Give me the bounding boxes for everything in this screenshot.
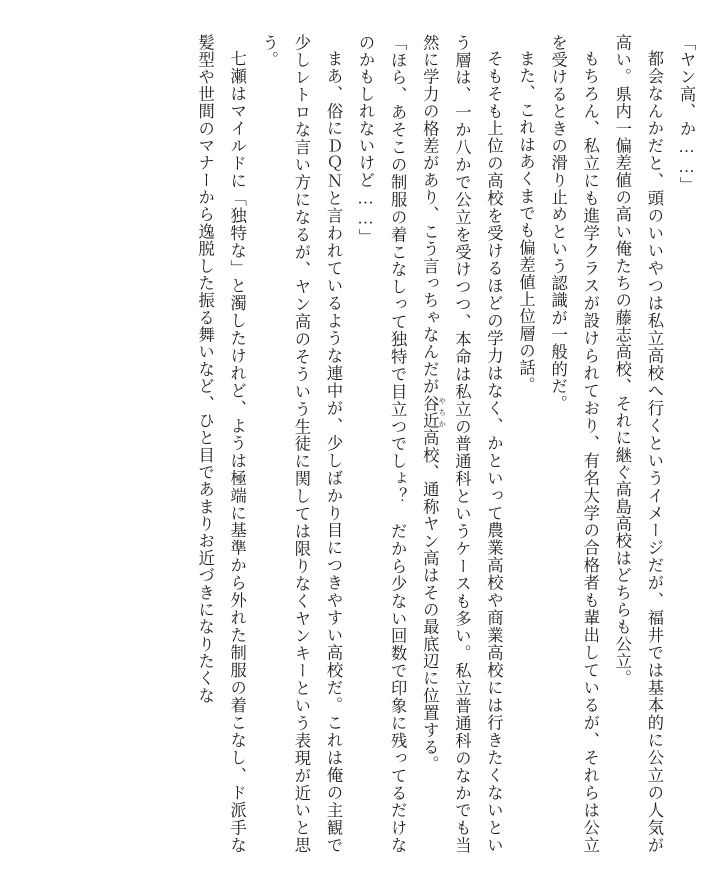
paragraph: 「ヤン高、か……」 (677, 34, 696, 195)
paragraph: 七瀬はマイルドに「独特な」と濁したけれど、ようは極端に基準から外れた制服の着こなし、ド派手な髪型や世間のマナーから逸脱した振る舞いなど、ひと目であまりお近づきになりたくな (195, 34, 247, 854)
paragraph: まあ、俗にＤＱＮと言われているような連中が、少しばかり目につきやすい高校だ。これは俺の主観で少しレトロな言い方になるが、ヤン高のそういう生徒に関しては限りなくヤンキーという表現が近いと思う。 (259, 34, 343, 854)
paragraph: 都会なんかだと、頭のいいやつは私立高校へ行くというイメージだが、福井では基本的に公立の人気が高い。県内一偏差値の高い俺たちの藤志高校、それに継ぐ高島高校はどちらも公立。 (612, 34, 664, 854)
paragraph: もちろん、私立にも進学クラスが設けられており、有名大学の合格者も輩出しているが、それらは公立を受けるときの滑り止めという認識が一般的だ。 (548, 34, 600, 854)
paragraph: また、これはあくまでも偏差値上位層の話。 (516, 50, 536, 395)
vertical-text-body (22, 34, 702, 854)
paragraph: 「ほら、あそこの制服の着こなしって独特で目立つでしょ？ だから少ない回数で印象に残ってるだけなのかもしれないけど……」 (356, 34, 408, 854)
paragraph-with-ruby: そもそも上位の高校を受けるほどの学力はなく、かといって農業高校や商業高校には行きたくないという層は、一か八かで公立を受けつつ、本命は私立の普通科というケースも多い。私立普通科のなかでも当然に学力の格差があり、こう言っちゃなんだが谷近 やちか高校、通称ヤン高はその最底辺に位置する。 (420, 34, 504, 854)
